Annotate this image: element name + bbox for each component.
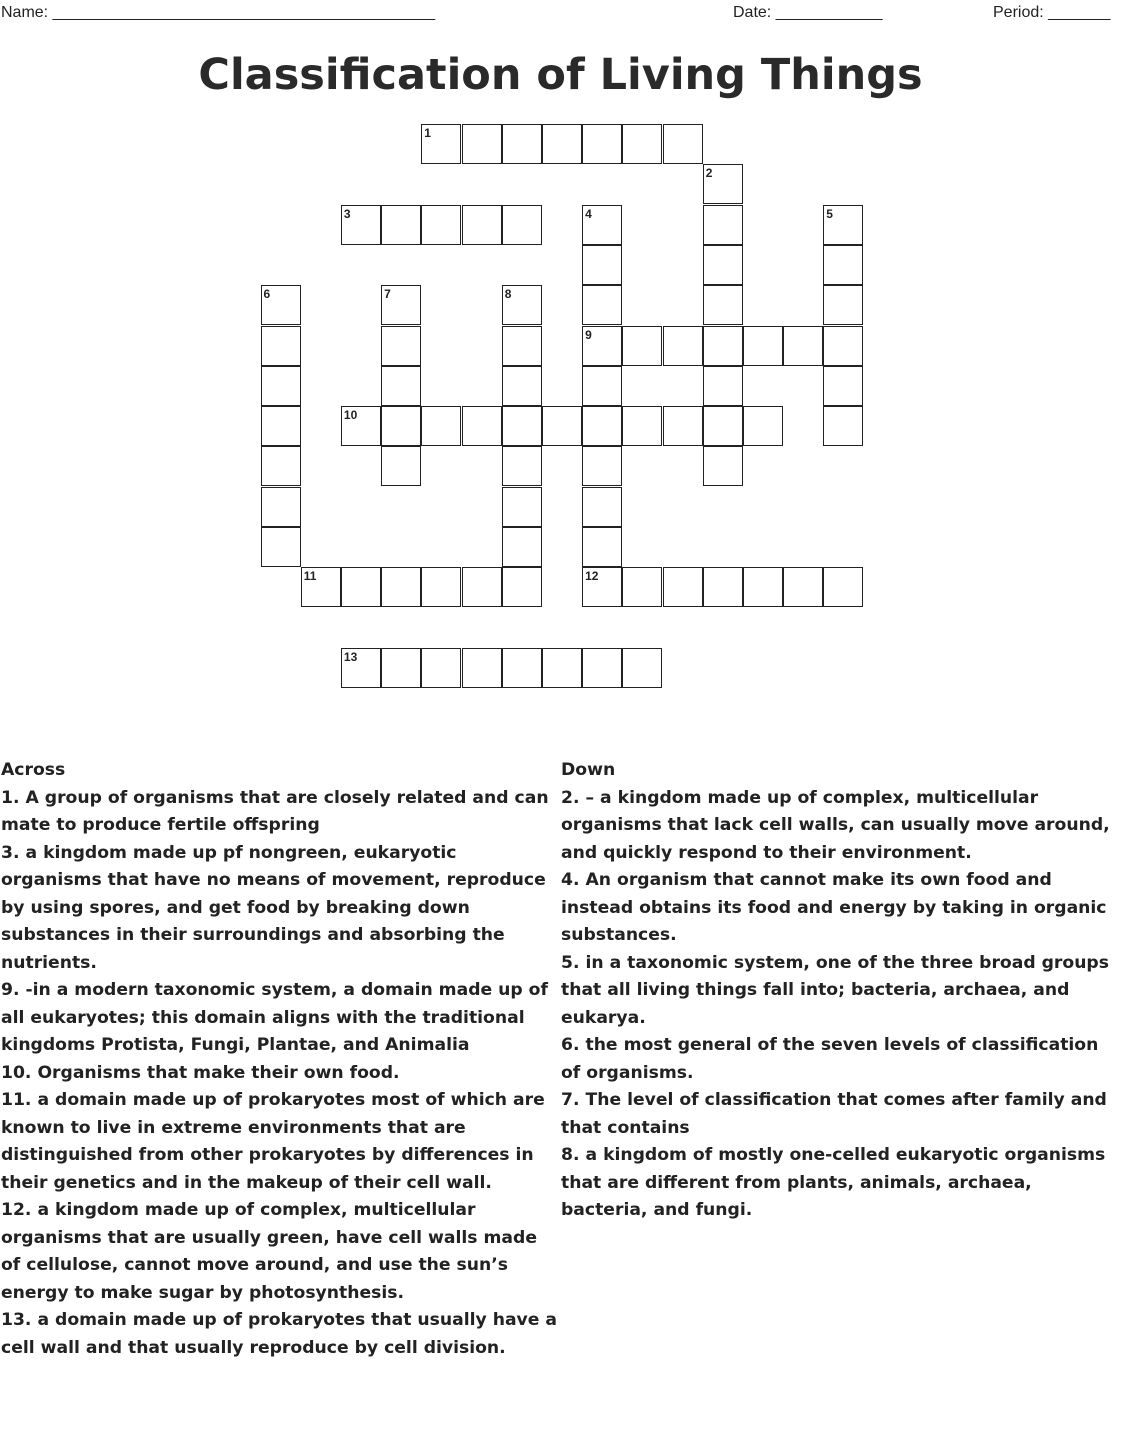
- grid-cell[interactable]: [703, 567, 743, 607]
- cell-input[interactable]: [342, 568, 380, 606]
- grid-cell[interactable]: [502, 527, 542, 567]
- cell-input[interactable]: [463, 125, 501, 163]
- cell-input[interactable]: [503, 327, 541, 365]
- cell-input[interactable]: [262, 407, 300, 445]
- grid-cell[interactable]: [341, 406, 381, 446]
- grid-cell[interactable]: [381, 285, 421, 325]
- grid-cell[interactable]: [421, 205, 461, 245]
- cell-input[interactable]: [824, 367, 862, 405]
- grid-cell[interactable]: [542, 124, 582, 164]
- grid-cell[interactable]: [663, 406, 703, 446]
- clue-across-10: 10. Organisms that make their own food.: [1, 1062, 400, 1083]
- grid-cell[interactable]: [622, 648, 662, 688]
- cell-input[interactable]: [463, 568, 501, 606]
- grid-cell[interactable]: [261, 285, 301, 325]
- grid-cell[interactable]: [502, 648, 542, 688]
- across-clues: [1, 757, 561, 1362]
- cell-input[interactable]: [422, 407, 460, 445]
- grid-cell[interactable]: [783, 567, 823, 607]
- clue-across-11: 11. a domain made up of prokaryotes most of which are known to live in extreme environments that are distinguished from other prokaryotes by differences in their genetics and in the makeup of their cell wall.: [1, 1090, 545, 1193]
- cell-input[interactable]: [262, 447, 300, 485]
- cell-input[interactable]: [262, 327, 300, 365]
- cell-input[interactable]: [422, 125, 460, 163]
- cell-number: 9: [585, 327, 592, 342]
- cell-input[interactable]: [583, 488, 621, 526]
- cell-input[interactable]: [583, 407, 621, 445]
- cell-number: 2: [705, 166, 713, 181]
- grid-cell[interactable]: [663, 567, 703, 607]
- grid-cell[interactable]: [502, 205, 542, 245]
- cell-input[interactable]: [704, 447, 742, 485]
- cell-input[interactable]: [382, 649, 420, 687]
- grid-cell[interactable]: [462, 205, 502, 245]
- cell-input[interactable]: [784, 327, 822, 365]
- clue-across-13: 13. a domain made up of prokaryotes that usually have a cell wall and that usually reproduce by cell division.: [1, 1310, 557, 1358]
- cell-input[interactable]: [463, 407, 501, 445]
- cell-input[interactable]: [503, 447, 541, 485]
- cell-input[interactable]: [503, 488, 541, 526]
- grid-cell[interactable]: [502, 446, 542, 486]
- cell-input[interactable]: [744, 327, 782, 365]
- cell-input[interactable]: [664, 327, 702, 365]
- grid-cell[interactable]: [663, 124, 703, 164]
- grid-cell[interactable]: [823, 406, 863, 446]
- cell-input[interactable]: [824, 246, 862, 284]
- cell-input[interactable]: [664, 407, 702, 445]
- grid-cell[interactable]: [542, 648, 582, 688]
- clue-down-5: 5. in a taxonomic system, one of the three broad groups that all living things fall into; bacteria, archaea, and eukarya.: [561, 952, 1109, 1028]
- grid-cell[interactable]: [381, 205, 421, 245]
- period-field-label: Period: _______: [993, 4, 1111, 21]
- grid-cell[interactable]: [622, 406, 662, 446]
- cell-input[interactable]: [583, 246, 621, 284]
- cell-input[interactable]: [503, 649, 541, 687]
- cell-input[interactable]: [422, 206, 460, 244]
- grid-cell[interactable]: [703, 326, 743, 366]
- cell-input[interactable]: [262, 286, 300, 324]
- grid-cell[interactable]: [703, 406, 743, 446]
- cell-input[interactable]: [382, 447, 420, 485]
- grid-cell[interactable]: [582, 366, 622, 406]
- clue-across-9: 9. -in a modern taxonomic system, a domain made up of all eukaryotes; this domain aligns with the traditional kingdoms Protista, Fungi, Plantae, and Animalia: [1, 980, 548, 1055]
- cell-input[interactable]: [382, 367, 420, 405]
- grid-cell[interactable]: [582, 487, 622, 527]
- grid-cell[interactable]: [261, 366, 301, 406]
- grid-cell[interactable]: [582, 527, 622, 567]
- grid-cell[interactable]: [421, 567, 461, 607]
- cell-input[interactable]: [583, 568, 621, 606]
- cell-input[interactable]: [382, 568, 420, 606]
- cell-input[interactable]: [503, 568, 541, 606]
- cell-input[interactable]: [583, 286, 621, 324]
- grid-cell[interactable]: [743, 326, 783, 366]
- grid-cell[interactable]: [582, 285, 622, 325]
- cell-input[interactable]: [623, 407, 661, 445]
- cell-input[interactable]: [784, 568, 822, 606]
- grid-cell[interactable]: [622, 326, 662, 366]
- cell-input[interactable]: [342, 407, 380, 445]
- cell-number: 10: [343, 408, 358, 423]
- cell-input[interactable]: [623, 327, 661, 365]
- cell-input[interactable]: [382, 407, 420, 445]
- grid-cell[interactable]: [502, 487, 542, 527]
- cell-input[interactable]: [824, 327, 862, 365]
- grid-cell[interactable]: [582, 446, 622, 486]
- grid-cell[interactable]: [582, 245, 622, 285]
- cell-input[interactable]: [583, 206, 621, 244]
- cell-input[interactable]: [704, 246, 742, 284]
- grid-cell[interactable]: [502, 124, 542, 164]
- cell-input[interactable]: [503, 367, 541, 405]
- cell-number: 5: [826, 206, 833, 221]
- clue-down-2: 2. – a kingdom made up of complex, multicellular organisms that lack cell walls, can usually move around, and quickly respond to their environment.: [561, 787, 1110, 863]
- grid-cell[interactable]: [381, 446, 421, 486]
- grid-cell[interactable]: [421, 124, 461, 164]
- cell-number: 8: [504, 287, 512, 302]
- grid-cell[interactable]: [582, 124, 622, 164]
- grid-cell[interactable]: [381, 648, 421, 688]
- grid-cell[interactable]: [823, 205, 863, 245]
- cell-input[interactable]: [583, 528, 621, 566]
- grid-cell[interactable]: [502, 366, 542, 406]
- cell-input[interactable]: [543, 125, 581, 163]
- grid-cell[interactable]: [622, 124, 662, 164]
- grid-cell[interactable]: [381, 567, 421, 607]
- cell-input[interactable]: [623, 125, 661, 163]
- grid-cell[interactable]: [261, 446, 301, 486]
- cell-input[interactable]: [422, 568, 460, 606]
- cell-input[interactable]: [262, 367, 300, 405]
- cell-input[interactable]: [583, 125, 621, 163]
- grid-cell[interactable]: [823, 326, 863, 366]
- cell-input[interactable]: [503, 286, 541, 324]
- cell-input[interactable]: [704, 286, 742, 324]
- grid-cell[interactable]: [703, 285, 743, 325]
- grid-cell[interactable]: [703, 164, 743, 204]
- grid-cell[interactable]: [582, 326, 622, 366]
- cell-input[interactable]: [503, 407, 541, 445]
- clue-across-3: 3. a kingdom made up pf nongreen, eukaryotic organisms that have no means of movement, reproduce by using spores, and get food by breaking down substances in their surroundings and absorbing the nutrients.: [1, 842, 546, 973]
- grid-cell[interactable]: [462, 124, 502, 164]
- grid-cell[interactable]: [381, 326, 421, 366]
- grid-cell[interactable]: [703, 205, 743, 245]
- cell-input[interactable]: [342, 206, 380, 244]
- grid-cell[interactable]: [261, 406, 301, 446]
- cell-input[interactable]: [463, 649, 501, 687]
- cell-input[interactable]: [704, 407, 742, 445]
- cell-input[interactable]: [382, 206, 420, 244]
- cell-input[interactable]: [744, 568, 782, 606]
- grid-cell[interactable]: [421, 406, 461, 446]
- page-title: Classification of Living Things: [198, 50, 923, 100]
- cell-input[interactable]: [463, 206, 501, 244]
- cell-input[interactable]: [583, 447, 621, 485]
- grid-cell[interactable]: [582, 205, 622, 245]
- grid-cell[interactable]: [462, 648, 502, 688]
- cell-input[interactable]: [503, 528, 541, 566]
- grid-cell[interactable]: [582, 567, 622, 607]
- clue-across-1: 1. A group of organisms that are closely related and can mate to produce fertile offspring: [1, 787, 549, 835]
- clue-across-12: 12. a kingdom made up of complex, multicellular organisms that are usually green, have cell walls made of cellulose, cannot move around, and use the sun’s energy to make sugar by photosynthesis.: [1, 1200, 537, 1303]
- date-field-label: Date: ____________: [733, 4, 883, 21]
- grid-cell[interactable]: [663, 326, 703, 366]
- cell-input[interactable]: [583, 649, 621, 687]
- cell-number: 13: [343, 649, 358, 664]
- cell-number: 12: [585, 569, 599, 584]
- grid-cell[interactable]: [622, 567, 662, 607]
- cell-input[interactable]: [704, 568, 742, 606]
- grid-cell[interactable]: [261, 326, 301, 366]
- grid-cell[interactable]: [381, 366, 421, 406]
- clue-down-8: 8. a kingdom of mostly one-celled eukaryotic organisms that are different from plants, animals, archaea, bacteria, and fungi.: [561, 1145, 1106, 1220]
- grid-cell[interactable]: [502, 285, 542, 325]
- cell-input[interactable]: [543, 649, 581, 687]
- cell-input[interactable]: [342, 649, 380, 687]
- grid-cell[interactable]: [341, 567, 381, 607]
- cell-input[interactable]: [422, 649, 460, 687]
- grid-cell[interactable]: [341, 205, 381, 245]
- cell-number: 11: [303, 569, 317, 584]
- down-heading: Down: [561, 760, 616, 780]
- grid-cell[interactable]: [341, 648, 381, 688]
- grid-cell[interactable]: [743, 567, 783, 607]
- cell-input[interactable]: [543, 407, 581, 445]
- grid-cell[interactable]: [502, 567, 542, 607]
- cell-input[interactable]: [704, 206, 742, 244]
- grid-cell[interactable]: [703, 245, 743, 285]
- grid-cell[interactable]: [542, 406, 582, 446]
- cell-input[interactable]: [623, 649, 661, 687]
- cell-number: 3: [343, 206, 351, 221]
- grid-cell[interactable]: [261, 487, 301, 527]
- down-clues: [561, 757, 1117, 1225]
- cell-input[interactable]: [704, 367, 742, 405]
- grid-cell[interactable]: [502, 406, 542, 446]
- grid-cell[interactable]: [823, 366, 863, 406]
- cell-input[interactable]: [824, 206, 862, 244]
- grid-cell[interactable]: [381, 406, 421, 446]
- cell-number: 1: [424, 126, 431, 140]
- cell-input[interactable]: [824, 286, 862, 324]
- cell-number: 4: [585, 206, 592, 221]
- cell-number: 6: [263, 287, 271, 302]
- cell-input[interactable]: [262, 528, 300, 566]
- cell-input[interactable]: [623, 568, 661, 606]
- grid-cell[interactable]: [502, 326, 542, 366]
- grid-cell[interactable]: [783, 326, 823, 366]
- grid-cell[interactable]: [462, 567, 502, 607]
- clue-down-6: 6. the most general of the seven levels of classification of organisms.: [561, 1035, 1099, 1083]
- grid-cell[interactable]: [703, 446, 743, 486]
- grid-cell[interactable]: [823, 245, 863, 285]
- clue-down-7: 7. The level of classification that comes after family and that contains: [561, 1090, 1107, 1138]
- grid-cell[interactable]: [823, 567, 863, 607]
- clue-down-4: 4. An organism that cannot make its own food and instead obtains its food and energy by taking in organic substances.: [561, 870, 1107, 945]
- cell-input[interactable]: [824, 407, 862, 445]
- grid-cell[interactable]: [582, 406, 622, 446]
- cell-input[interactable]: [664, 568, 702, 606]
- cell-input[interactable]: [824, 568, 862, 606]
- name-field-label: Name: ___________________________________________: [1, 4, 436, 21]
- cell-input[interactable]: [744, 407, 782, 445]
- grid-cell[interactable]: [703, 366, 743, 406]
- cell-input[interactable]: [503, 125, 541, 163]
- cell-input[interactable]: [262, 488, 300, 526]
- grid-cell[interactable]: [301, 567, 341, 607]
- grid-cell[interactable]: [582, 648, 622, 688]
- grid-cell[interactable]: [823, 285, 863, 325]
- cell-input[interactable]: [704, 165, 742, 203]
- cell-input[interactable]: [382, 327, 420, 365]
- grid-cell[interactable]: [261, 527, 301, 567]
- across-heading: Across: [1, 760, 66, 780]
- cell-input[interactable]: [664, 125, 702, 163]
- cell-number: 7: [384, 287, 391, 302]
- cell-input[interactable]: [503, 206, 541, 244]
- cell-input[interactable]: [382, 286, 420, 324]
- grid-cell[interactable]: [462, 406, 502, 446]
- cell-input[interactable]: [704, 327, 742, 365]
- cell-input[interactable]: [302, 568, 340, 606]
- grid-cell[interactable]: [743, 406, 783, 446]
- grid-cell[interactable]: [421, 648, 461, 688]
- cell-input[interactable]: [583, 367, 621, 405]
- cell-input[interactable]: [583, 327, 621, 365]
